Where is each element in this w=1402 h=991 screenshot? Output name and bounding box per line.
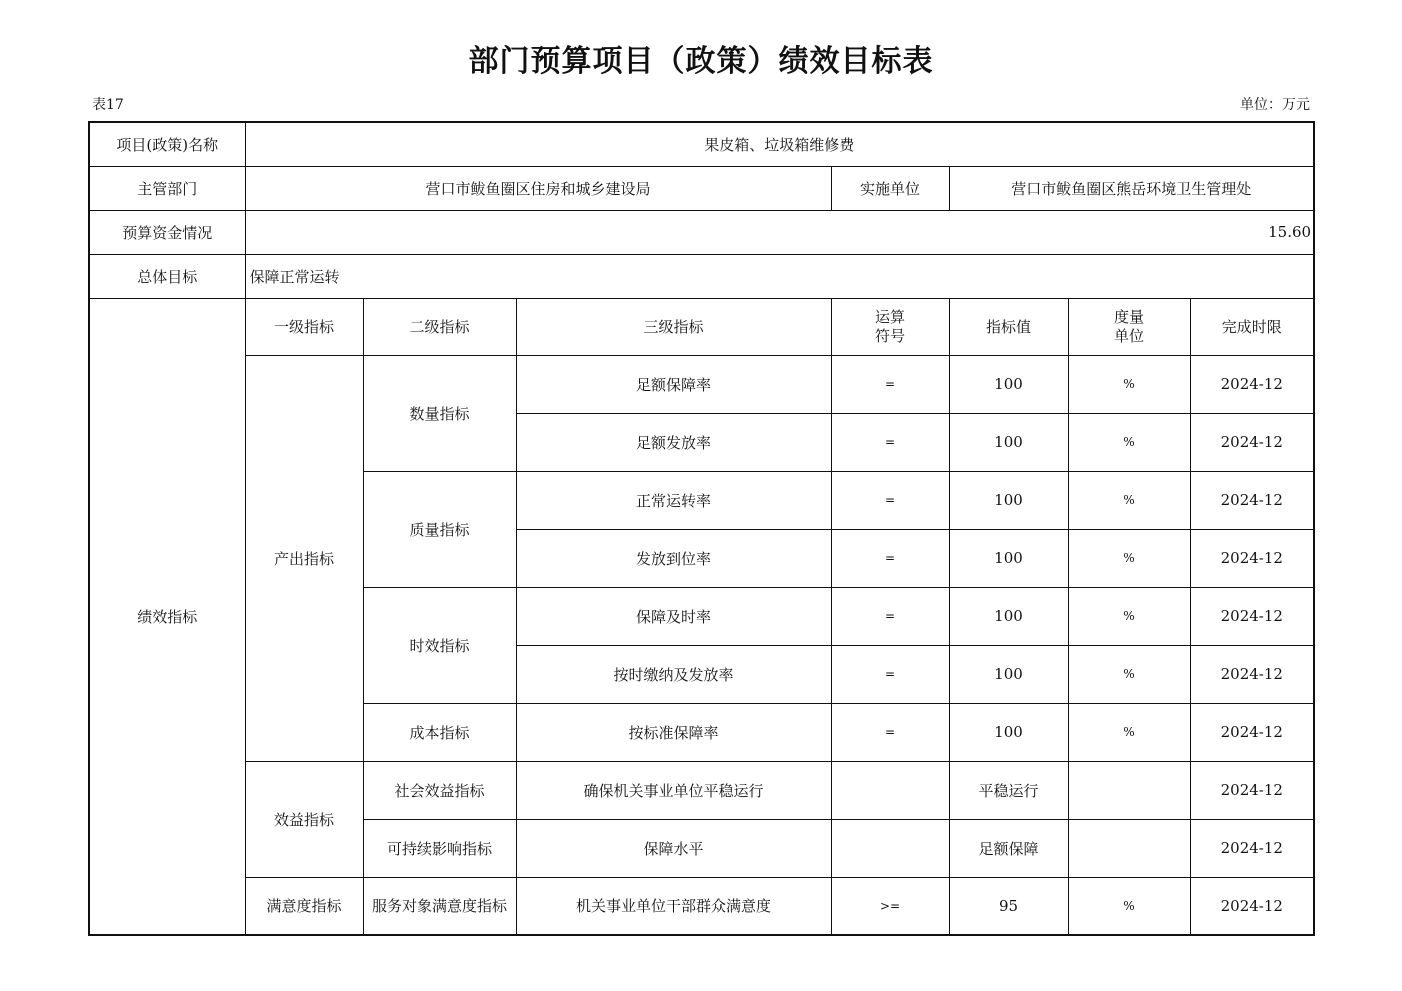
indicator-deadline: 2024-12 — [1190, 471, 1314, 529]
header-unit: 度量 单位 — [1068, 298, 1190, 355]
dept-value: 营口市鲅鱼圈区住房和城乡建设局 — [245, 166, 831, 210]
indicator-operator — [831, 819, 949, 877]
dept-label: 主管部门 — [89, 166, 245, 210]
indicator-operator — [831, 761, 949, 819]
project-name-label: 项目(政策)名称 — [89, 122, 245, 166]
indicator-unit: % — [1068, 703, 1190, 761]
department-row — [89, 166, 1314, 210]
level1-benefit: 效益指标 — [245, 761, 363, 877]
goal-value: 保障正常运转 — [245, 254, 1314, 298]
header-level1: 一级指标 — [245, 298, 363, 355]
impl-unit-label: 实施单位 — [831, 166, 949, 210]
level1-satisfaction: 满意度指标 — [245, 877, 363, 935]
indicator-deadline: 2024-12 — [1190, 761, 1314, 819]
table-row — [89, 761, 1314, 819]
indicator-name: 保障水平 — [516, 819, 831, 877]
table-row — [89, 355, 1314, 413]
indicator-operator: = — [831, 355, 949, 413]
perf-indicator-label: 绩效指标 — [89, 298, 245, 935]
indicator-value: 100 — [949, 529, 1068, 587]
indicator-deadline: 2024-12 — [1190, 819, 1314, 877]
project-name-row — [89, 122, 1314, 166]
indicator-unit: % — [1068, 355, 1190, 413]
level2-sustainable: 可持续影响指标 — [363, 819, 516, 877]
indicator-operator: >= — [831, 877, 949, 935]
indicator-unit: % — [1068, 529, 1190, 587]
indicator-name: 机关事业单位干部群众满意度 — [516, 877, 831, 935]
budget-value: 15.60 — [245, 210, 1314, 254]
indicator-value: 足额保障 — [949, 819, 1068, 877]
table-row — [89, 877, 1314, 935]
indicator-operator: = — [831, 645, 949, 703]
indicator-name: 足额发放率 — [516, 413, 831, 471]
performance-table — [88, 121, 1315, 936]
indicator-deadline: 2024-12 — [1190, 355, 1314, 413]
indicator-deadline: 2024-12 — [1190, 413, 1314, 471]
project-name-value: 果皮箱、垃圾箱维修费 — [245, 122, 1314, 166]
header-level3: 三级指标 — [516, 298, 831, 355]
indicator-deadline: 2024-12 — [1190, 645, 1314, 703]
indicator-header-row — [89, 298, 1314, 355]
level2-quality: 质量指标 — [363, 471, 516, 587]
indicator-deadline: 2024-12 — [1190, 587, 1314, 645]
budget-label: 预算资金情况 — [89, 210, 245, 254]
indicator-operator: = — [831, 471, 949, 529]
indicator-unit: % — [1068, 413, 1190, 471]
header-deadline: 完成时限 — [1190, 298, 1314, 355]
indicator-name: 按时缴纳及发放率 — [516, 645, 831, 703]
indicator-name: 足额保障率 — [516, 355, 831, 413]
indicator-unit: % — [1068, 877, 1190, 935]
indicator-name: 确保机关事业单位平稳运行 — [516, 761, 831, 819]
level2-quantity: 数量指标 — [363, 355, 516, 471]
indicator-operator: = — [831, 587, 949, 645]
indicator-value: 95 — [949, 877, 1068, 935]
header-value: 指标值 — [949, 298, 1068, 355]
indicator-deadline: 2024-12 — [1190, 703, 1314, 761]
budget-row — [89, 210, 1314, 254]
header-level2: 二级指标 — [363, 298, 516, 355]
indicator-value: 平稳运行 — [949, 761, 1068, 819]
indicator-unit: % — [1068, 645, 1190, 703]
indicator-unit: % — [1068, 471, 1190, 529]
page-title: 部门预算项目（政策）绩效目标表 — [468, 44, 934, 79]
indicator-name: 保障及时率 — [516, 587, 831, 645]
indicator-value: 100 — [949, 471, 1068, 529]
impl-unit-value: 营口市鲅鱼圈区熊岳环境卫生管理处 — [949, 166, 1314, 210]
indicator-operator: = — [831, 703, 949, 761]
indicator-deadline: 2024-12 — [1190, 877, 1314, 935]
indicator-value: 100 — [949, 587, 1068, 645]
goal-row — [89, 254, 1314, 298]
goal-label: 总体目标 — [89, 254, 245, 298]
indicator-unit — [1068, 819, 1190, 877]
indicator-operator: = — [831, 413, 949, 471]
table-number: 表17 — [92, 97, 124, 113]
level1-output: 产出指标 — [245, 355, 363, 761]
indicator-name: 发放到位率 — [516, 529, 831, 587]
indicator-unit: % — [1068, 587, 1190, 645]
level2-service: 服务对象满意度指标 — [363, 877, 516, 935]
level2-cost: 成本指标 — [363, 703, 516, 761]
unit-label: 单位：万元 — [1240, 97, 1310, 113]
indicator-deadline: 2024-12 — [1190, 529, 1314, 587]
level2-social: 社会效益指标 — [363, 761, 516, 819]
indicator-value: 100 — [949, 703, 1068, 761]
indicator-unit — [1068, 761, 1190, 819]
indicator-value: 100 — [949, 413, 1068, 471]
indicator-operator: = — [831, 529, 949, 587]
indicator-name: 按标准保障率 — [516, 703, 831, 761]
indicator-value: 100 — [949, 645, 1068, 703]
header-operator: 运算 符号 — [831, 298, 949, 355]
level2-timeliness: 时效指标 — [363, 587, 516, 703]
indicator-name: 正常运转率 — [516, 471, 831, 529]
indicator-value: 100 — [949, 355, 1068, 413]
